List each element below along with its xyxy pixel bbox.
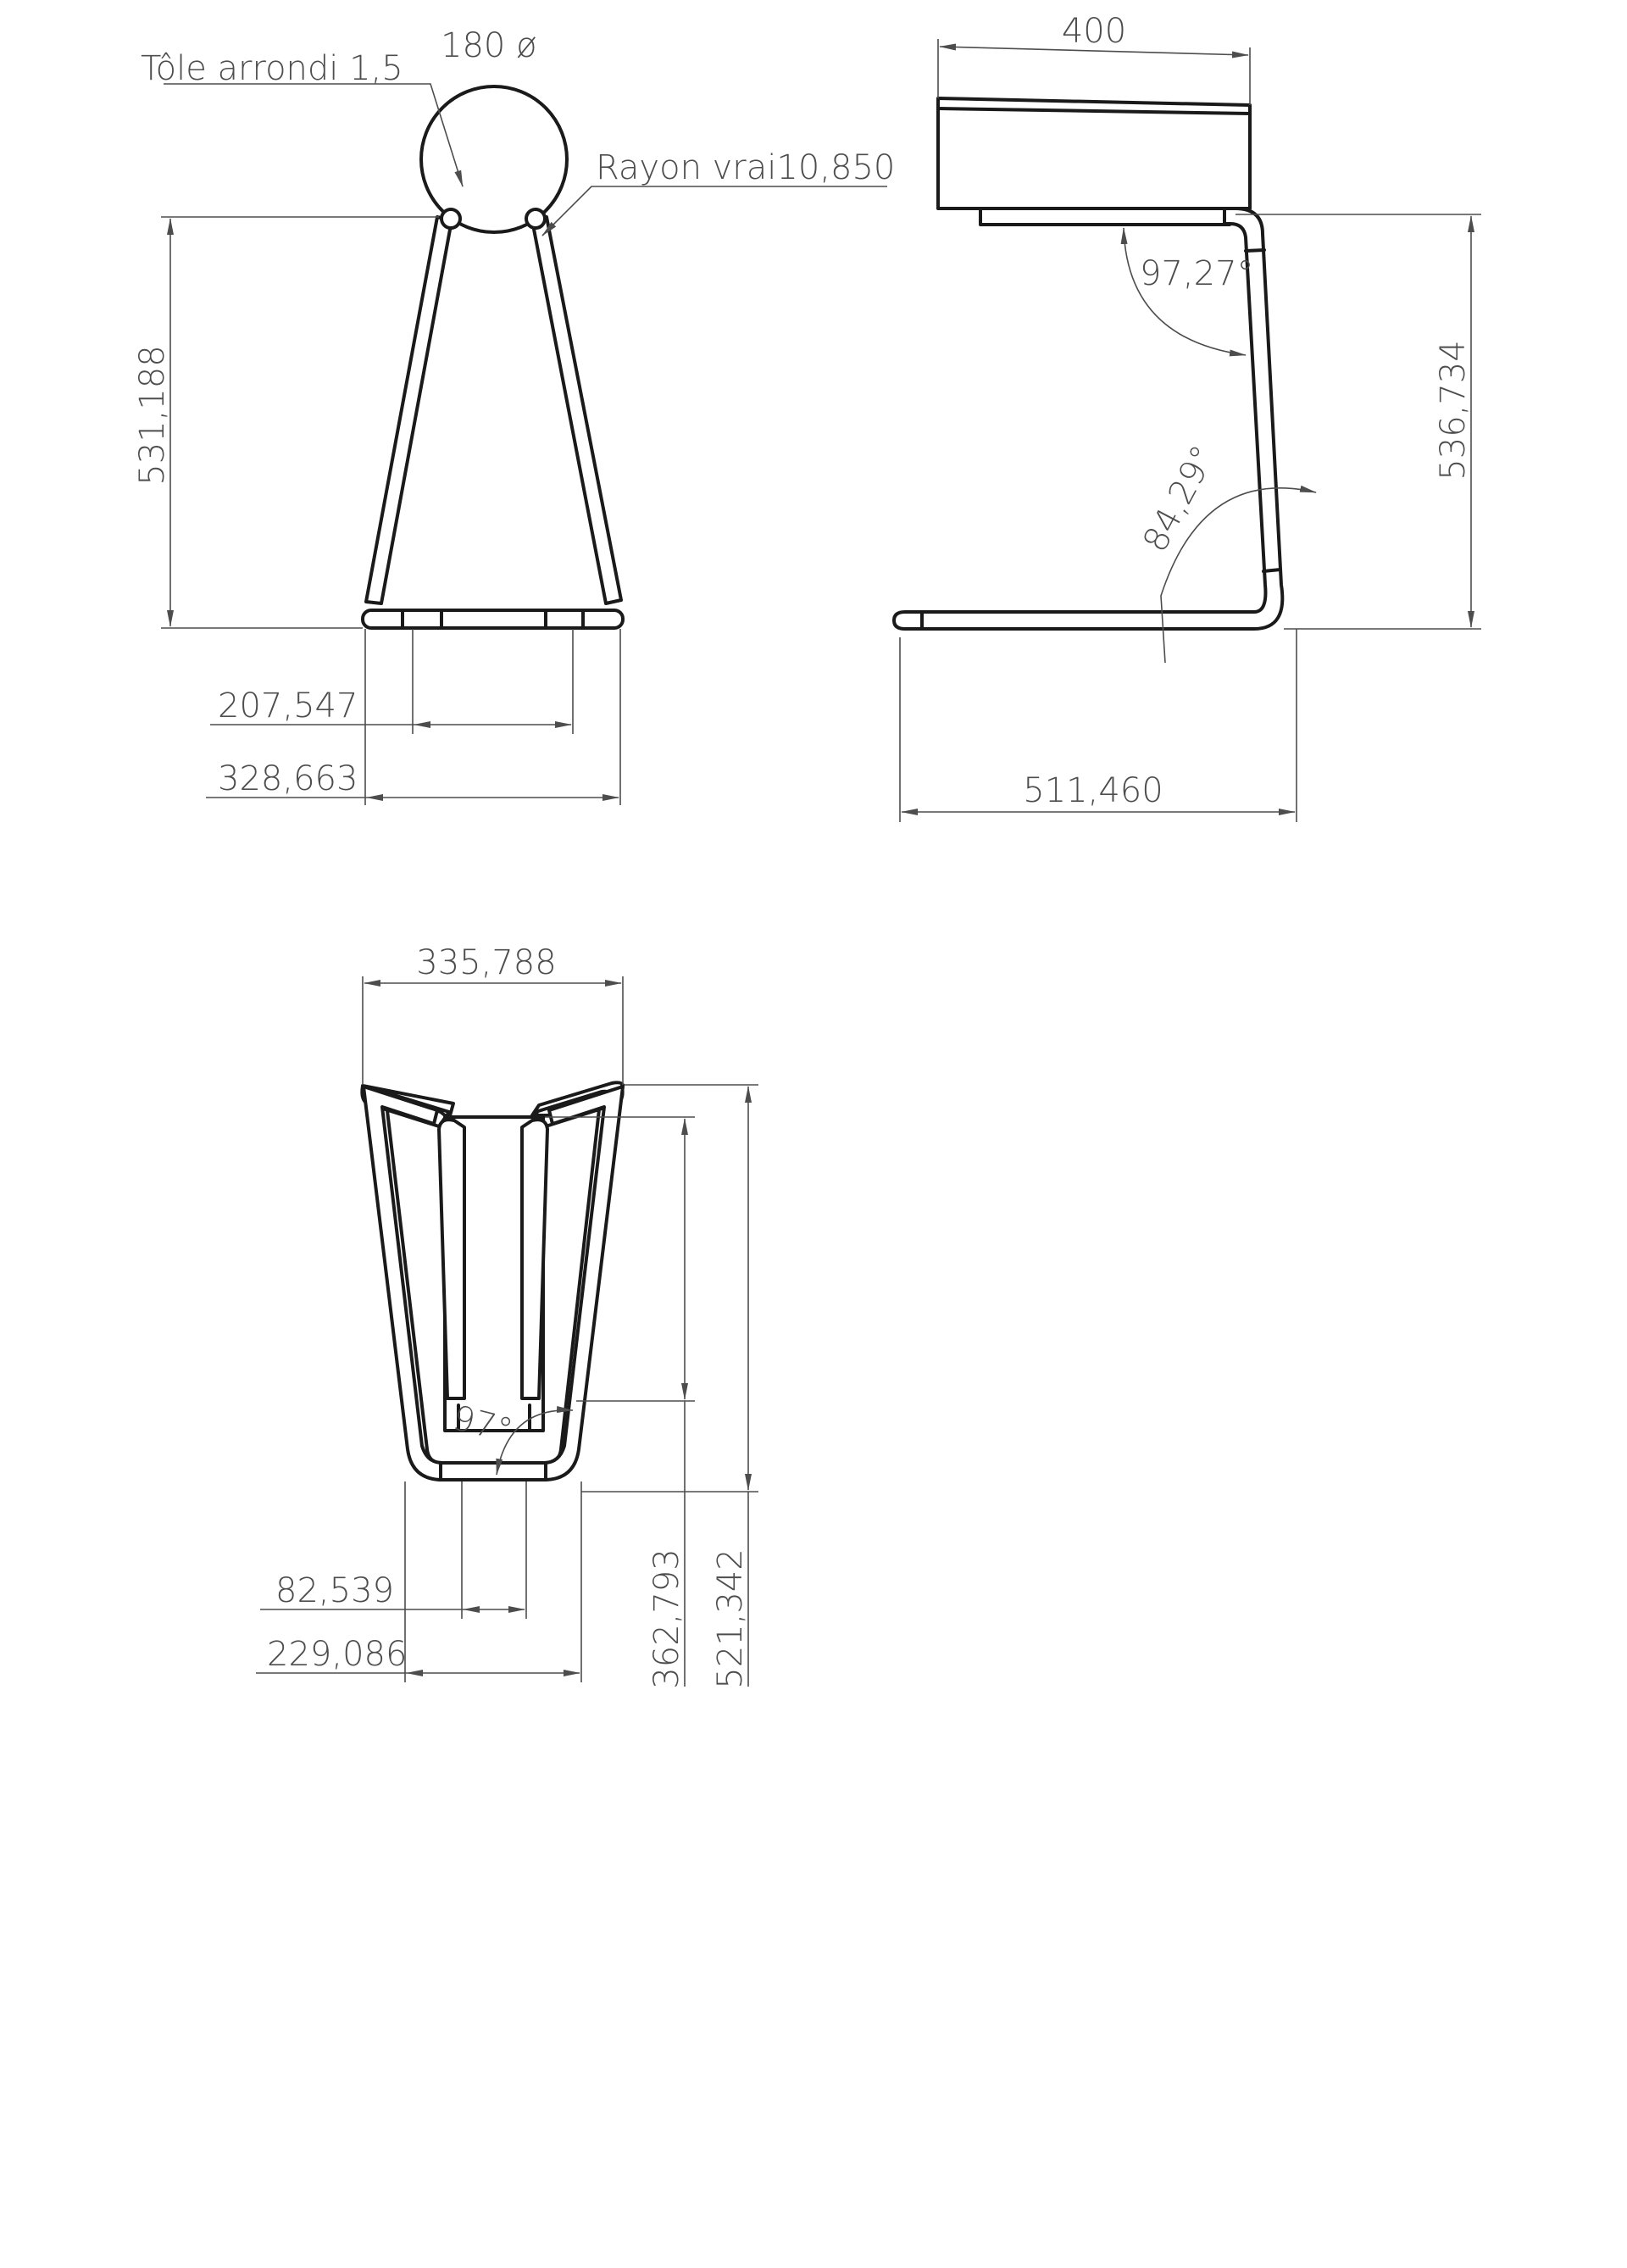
side-seat-plate	[980, 208, 1230, 225]
side-seat-block	[938, 98, 1250, 208]
front-left-leg	[366, 217, 452, 603]
front-height-label: 531,188	[133, 345, 172, 486]
top-left-tube	[364, 1087, 442, 1480]
top-outer-height-label: 521,342	[711, 1548, 750, 1689]
front-outer-width-label: 328,663	[218, 759, 358, 798]
front-view	[133, 26, 895, 805]
diameter-label: 180 ø	[441, 26, 537, 65]
top-angle-label: 97°	[448, 1398, 517, 1451]
side-top-width-label: 400	[1061, 12, 1127, 51]
top-view	[256, 943, 758, 1689]
top-front-bar	[441, 1463, 546, 1480]
side-depth-label: 511,460	[1023, 771, 1163, 810]
seat-disc	[421, 86, 567, 232]
top-inner-height-label: 362,793	[647, 1548, 686, 1689]
front-right-joint	[526, 209, 545, 228]
top-small-width-label: 82,539	[275, 1571, 394, 1610]
front-left-joint	[441, 209, 460, 228]
top-base-width-label: 229,086	[267, 1635, 408, 1674]
true-radius-label: Rayon vrai10,850	[596, 148, 896, 187]
sheet-thickness-leader	[164, 84, 463, 186]
side-tube-seam-2	[1246, 250, 1264, 251]
top-width-label: 335,788	[416, 943, 557, 982]
lower-angle-label: 84,29°	[1136, 439, 1224, 559]
true-radius-leader	[542, 186, 887, 236]
side-tube-seam-3	[1263, 570, 1280, 571]
front-inner-width-label: 207,547	[218, 687, 358, 725]
top-right-tube	[544, 1087, 623, 1480]
top-inner-left-rod	[439, 1120, 464, 1398]
upper-angle-label: 97,27°	[1140, 254, 1254, 293]
sheet-thickness-label: Tôle arrondi 1,5	[141, 49, 403, 88]
front-right-leg	[532, 217, 621, 603]
side-view	[894, 12, 1481, 822]
side-height-label: 536,734	[1434, 340, 1473, 481]
